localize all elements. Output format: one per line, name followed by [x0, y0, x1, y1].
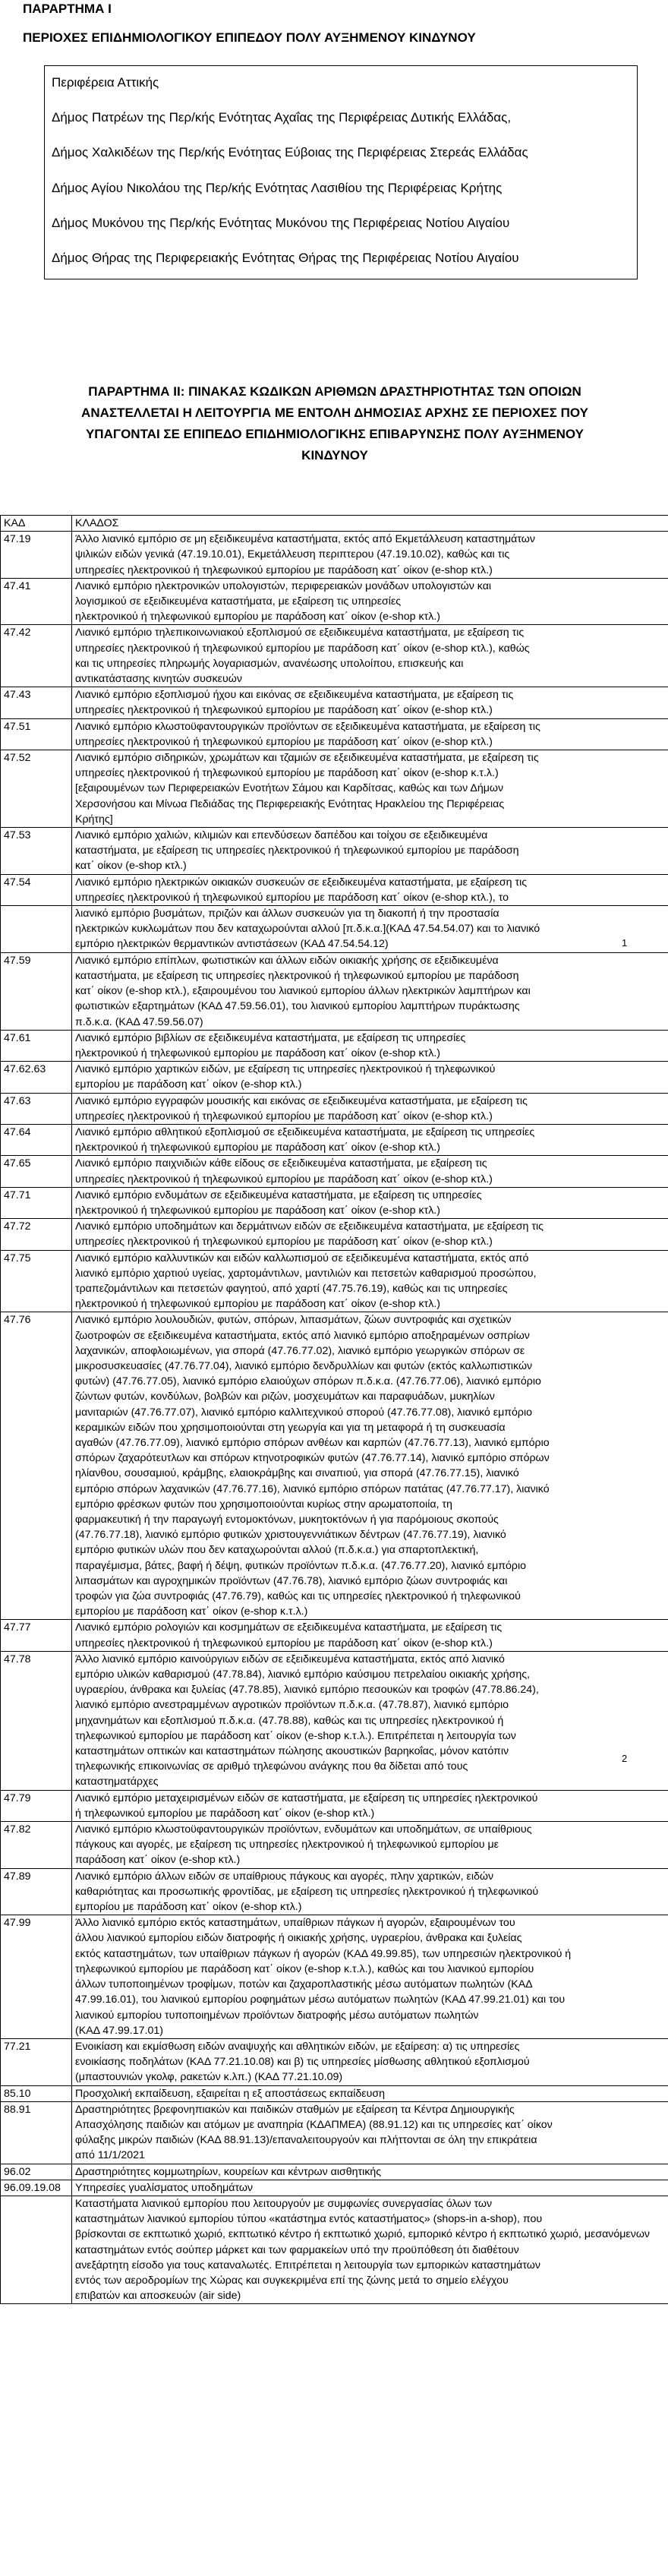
description-line: εμπόριο φρέσκων φυτών που χρησιμοποιούνται κυρίως στην αρωματοποιία, τη	[75, 1498, 452, 1511]
description-line: λαχανικών, αποφλοιωμένων, για σπορά (47.76.77.02), λιανικό εμπόριο γεωργικών σπόρων σε	[75, 1344, 525, 1357]
region-item: Δήμος Πατρέων της Περ/κής Ενότητας Αχαΐας της Περιφέρειας Δυτικής Ελλάδας,	[52, 110, 512, 125]
table-row	[1, 2038, 668, 2085]
description-line: καταστήματα, με εξαίρεση τις υπηρεσίες ηλεκτρονικού ή τηλεφωνικού εμπορίου με παράδοση	[75, 969, 519, 982]
description-line: ανεξάρτητη είσοδο για τους καταναλωτές. Επιτρέπεται η λειτουργία των εμπορικών καταστημάτων	[75, 2259, 540, 2271]
description-line: Απασχόλησης παιδιών και ατόμων με αναπηρία (ΚΔΑΠΜΕΑ) (88.91.12) και τις υπηρεσίες κατ΄ οίκον	[75, 2118, 553, 2131]
table-row	[1, 750, 668, 828]
sector-description-cell	[72, 1219, 668, 1250]
description-line: Λιανικό εμπόριο εξοπλισμού ήχου και εικόνας σε εξειδικευμένα καταστήματα, με εξαίρεση τις	[75, 689, 514, 702]
description-line: αγαθών (47.76.77.09), λιανικό εμπόριο σπόρων ανθέων και καρπών (47.76.77.13), λιανικό εμπόριο	[75, 1436, 550, 1449]
sector-description-cell	[72, 1651, 668, 1790]
description-line: Κρήτης]	[75, 813, 113, 826]
description-line: Ενοικίαση και εκμίσθωση ειδών αναψυχής και αθλητικών ειδών, με εξαίρεση: α) τις υπηρεσίες	[75, 2040, 520, 2053]
kad-code-cell: 47.52	[1, 750, 72, 828]
table-header-row	[1, 516, 668, 532]
description-line: ή τηλεφωνικού εμπορίου με παράδοση κατ΄ οίκον (e-shop κτλ.)	[75, 1807, 375, 1820]
description-line: λογισμικού σε εξειδικευμένα καταστήματα, με εξαίρεση τις υπηρεσίες	[75, 595, 402, 608]
table-row	[1, 828, 668, 875]
annex-2-title-line: ΥΠΑΓΟΝΤΑΙ ΣΕ ΕΠΙΠΕΔΟ ΕΠΙΔΗΜΙΟΛΟΓΙΚΗΣ ΕΠΙΒΑΡΥΝΣΗΣ ΠΟΛΥ ΑΥΞΗΜΕΝΟΥ	[85, 427, 584, 441]
annex-1-subtitle: ΠΕΡΙΟΧΕΣ ΕΠΙΔΗΜΙΟΛΟΓΙΚΟΥ ΕΠΙΠΕΔΟΥ ΠΟΛΥ ΑΥΞΗΜΕΝΟΥ ΚΙΝΔΥΝΟΥ	[23, 30, 476, 45]
description-line: Λιανικό εμπόριο κλωστοϋφαντουργικών προϊόντων, ενδυμάτων και υποδημάτων, σε υπαίθριους	[75, 1823, 532, 1836]
kad-table	[0, 515, 668, 2304]
kad-code-cell: 47.53	[1, 828, 72, 875]
kad-code-cell: 47.19	[1, 532, 72, 579]
description-line: τηλεφωνικής επικοινωνίας σε αριθμό τηλεφώνου ανάγκης που θα δίδεται από τους	[75, 1760, 468, 1773]
kad-code-cell: 47.65	[1, 1156, 72, 1187]
description-line: τροφών για ζώα συντροφιάς (47.76.79), καθώς και τις υπηρεσίες ηλεκτρονικού ή τηλεφωνικού	[75, 1590, 521, 1603]
description-line: Άλλο λιανικό εμπόριο σε μη εξειδικευμένα καταστήματα, εκτός από Εκμετάλλευση καταστημάτων	[75, 533, 535, 546]
kad-code-cell: 47.76	[1, 1312, 72, 1620]
description-line: Λιανικό εμπόριο ενδυμάτων σε εξειδικευμένα καταστήματα, με εξαίρεση τις υπηρεσίες	[75, 1189, 482, 1201]
description-line: Λιανικό εμπόριο βιβλίων σε εξειδικευμένα καταστήματα, με εξαίρεση τις υπηρεσίες	[75, 1031, 466, 1044]
description-line: υπηρεσίες ηλεκτρονικού ή τηλεφωνικού εμπορίου με παράδοση κατ΄ οίκον (e-shop κτλ.)	[75, 564, 493, 576]
description-line: Λιανικό εμπόριο ηλεκτρονικών υπολογιστών, περιφερειακών μονάδων υπολογιστών και	[75, 579, 492, 592]
table-row	[1, 1062, 668, 1093]
description-line: εμπόριο φυτικών υλών που δεν καταχωρούνται αλλού (π.δ.κ.α.) για σπαρτοπλεκτική,	[75, 1544, 479, 1557]
description-line: καθαριότητας και προσωπικής φροντίδας, με εξαίρεση τις υπηρεσίες ηλεκτρονικού ή τηλεφωνικού	[75, 1885, 539, 1898]
region-item: Δήμος Αγίου Νικολάου της Περ/κής Ενότητας Λασιθίου της Περιφέρειας Κρήτης	[52, 181, 503, 195]
sector-description-cell	[72, 1156, 668, 1187]
kad-code-cell	[1, 906, 72, 953]
sector-description-cell	[72, 952, 668, 1030]
description-line: λιανικό εμπόριο ανεστραμμένων αγροτικών προϊόντων π.δ.κ.α. (47.78.87), λιανικό εμπόριο	[75, 1699, 509, 1712]
description-line: άλλων τυποποιημένων τροφίμων, ποτών και ζαχαροπλαστικής μέσω αυτόματων πωλητών (ΚΑΔ	[75, 1978, 533, 1991]
annex-2-title-line: ΠΑΡΑΡΤΗΜΑ ΙΙ: ΠΙΝΑΚΑΣ ΚΩΔΙΚΩΝ ΑΡΙΘΜΩΝ ΔΡΑΣΤΗΡΙΟΤΗΤΑΣ ΤΩΝ ΟΠΟΙΩΝ	[88, 384, 581, 399]
description-line: υπηρεσίες ηλεκτρονικού ή τηλεφωνικού εμπορίου με παράδοση κατ΄ οίκον (e-shop κτλ.)	[75, 735, 493, 748]
description-line: Χερσονήσου και Μίνωα Πεδιάδας της Περιφερειακής Ενότητας Ηρακλείου της Περιφέρειας	[75, 797, 505, 810]
description-line: υπηρεσίες ηλεκτρονικού ή τηλεφωνικού εμπορίου με παράδοση κατ΄ οίκον (e-shop κτλ.), καθώς	[75, 642, 530, 655]
kad-code-cell: 47.61	[1, 1030, 72, 1061]
table-row	[1, 1915, 668, 2039]
description-line: εμπορίου με παράδοση κατ΄ οίκον (e-shop κ.τ.λ.)	[75, 1605, 308, 1618]
kad-code-cell: 88.91	[1, 2101, 72, 2164]
description-line: αντικατάστασης κινητών συσκευών	[75, 673, 242, 686]
description-line: λιπασμάτων και αγροχημικών προϊόντων (47.76.78), λιανικό εμπόριο ζώων συντροφιάς και	[75, 1574, 508, 1587]
description-line: εμπορίου με παράδοση κατ΄ οίκον (e-shop κτλ.)	[75, 1078, 302, 1091]
table-row	[1, 2085, 668, 2101]
description-line: υπηρεσίες ηλεκτρονικού ή τηλεφωνικού εμπορίου με παράδοση κατ΄ οίκον (e-shop κτλ.)	[75, 1110, 493, 1122]
description-line: κατ΄ οίκον (e-shop κτλ.), εξαιρουμένου του λιανικού εμπορίου άλλων ηλεκτρικών λαμπτήρων και	[75, 985, 531, 998]
kad-code-cell: 47.77	[1, 1620, 72, 1651]
description-line: Λιανικό εμπόριο καλλυντικών και ειδών καλλωπισμού σε εξειδικευμένα καταστήματα, εκτός από	[75, 1252, 529, 1264]
table-row	[1, 1620, 668, 1651]
kad-code-cell: 47.89	[1, 1868, 72, 1915]
description-line: εμπόριο σπόρων λαχανικών (47.76.77.16), λιανικό εμπόριο σπόρων πατάτας (47.76.77.17), λιανικό	[75, 1482, 550, 1495]
description-line: (47.76.77.18), λιανικό εμπόριο φυτικών χριστουγεννιάτικων δέντρων (47.76.77.19), λιανικό	[75, 1529, 506, 1542]
description-line: εμπορίου με παράδοση κατ΄ οίκον (e-shop κτλ.)	[75, 1901, 302, 1914]
description-line: καταστηματάρχες	[75, 1776, 159, 1788]
table-row	[1, 578, 668, 625]
sector-description-cell	[72, 1187, 668, 1218]
sector-description-cell	[72, 2196, 668, 2303]
kad-code-cell: 96.09.19.08	[1, 2180, 72, 2196]
sector-description-cell	[72, 750, 668, 828]
description-line: Δραστηριότητες βρεφονηπιακών και παιδικών σταθμών με εξαίρεση τα Κέντρα Δημιουργικής	[75, 2103, 515, 2116]
kad-code-cell: 47.79	[1, 1790, 72, 1821]
kad-code-cell: 47.99	[1, 1915, 72, 2039]
sector-description-cell	[72, 1250, 668, 1312]
description-line: υπηρεσίες ηλεκτρονικού ή τηλεφωνικού εμπορίου με παράδοση κατ΄ οίκον (e-shop κ.τ.λ.)	[75, 767, 499, 780]
description-line: (μπαστουνιών γκολφ, ρακετών κ.λπ.) (ΚΑΔ 77.21.10.09)	[75, 2071, 343, 2084]
sector-description-cell	[72, 532, 668, 579]
description-line: παραγέμισμα, βάτες, βαφή ή δέψη, φυτικών προϊόντων π.δ.κ.α. (47.76.77.20), λιανικό εμπόριο	[75, 1559, 527, 1572]
description-line: Άλλο λιανικό εμπόριο εκτός καταστημάτων, υπαίθριων πάγκων ή αγορών, εξαιρουμένων του	[75, 1917, 515, 1930]
description-line: Λιανικό εμπόριο αθλητικού εξοπλισμού σε εξειδικευμένα καταστήματα, με εξαίρεση τις υπηρεσίες	[75, 1125, 535, 1138]
table-row	[1, 874, 668, 905]
description-line: επιβατών και αποσκευών (air side)	[75, 2290, 241, 2303]
sector-column-header: ΚΛΑΔΟΣ	[72, 516, 668, 532]
description-line: άλλου λιανικού εμπορίου ειδών διατροφής ή οικιακής χρήσης, υγραερίου, άνθρακα και ξυλείας	[75, 1932, 522, 1945]
table-row	[1, 2196, 668, 2303]
kad-column-header: ΚΑΔ	[1, 516, 72, 532]
sector-description-cell	[72, 2101, 668, 2164]
sector-description-cell	[72, 2164, 668, 2180]
sector-description-cell	[72, 687, 668, 718]
description-line: Λιανικό εμπόριο υποδημάτων και δερμάτινων ειδών σε εξειδικευμένα καταστήματα, με εξαίρεση τις	[75, 1220, 544, 1233]
sector-description-cell	[72, 1868, 668, 1915]
description-line: Λιανικό εμπόριο χαλιών, κιλιμιών και επενδύσεων δαπέδου και τοίχου σε εξειδικευμένα	[75, 829, 488, 842]
table-row	[1, 2164, 668, 2180]
table-row	[1, 718, 668, 750]
table-row	[1, 1790, 668, 1821]
kad-code-cell: 77.21	[1, 2038, 72, 2085]
description-line: ηλεκτρονικού ή τηλεφωνικού εμπορίου με παράδοση κατ΄ οίκον (e-shop κτλ.)	[75, 611, 440, 623]
sector-description-cell	[72, 1915, 668, 2039]
kad-code-cell: 47.42	[1, 625, 72, 687]
kad-code-cell: 47.64	[1, 1124, 72, 1155]
kad-code-cell: 96.02	[1, 2164, 72, 2180]
table-row	[1, 1219, 668, 1250]
description-line: ηλεκτρικών κυκλωμάτων που δεν καταχωρούνται αλλού [π.δ.κ.α.](ΚΑΔ 47.54.54.07) και το λιανικό	[75, 923, 540, 936]
description-line: π.δ.κ.α. (ΚΑΔ 47.59.56.07)	[75, 1015, 203, 1028]
description-line: υπηρεσίες ηλεκτρονικού ή τηλεφωνικού εμπορίου με παράδοση κατ΄ οίκον (e-shop κτλ.)	[75, 1236, 493, 1249]
annex-1-title: ΠΑΡΑΡΤΗΜΑ Ι	[23, 2, 112, 16]
description-line: πάγκους και αγορές, με εξαίρεση τις υπηρεσίες ηλεκτρονικού ή τηλεφωνικού εμπορίου με	[75, 1839, 499, 1852]
description-line: Άλλο λιανικό εμπόριο καινούργιων ειδών σε εξειδικευμένα καταστήματα, εκτός από λιανικό	[75, 1653, 505, 1665]
description-line: Υπηρεσίες γυαλίσματος υποδημάτων	[75, 2181, 254, 2194]
description-line: παράδοση κατ΄ οίκον (e-shop κτλ.)	[75, 1854, 241, 1867]
page-number: 2	[622, 1753, 628, 1764]
table-row	[1, 1651, 668, 1790]
page-number: 1	[622, 937, 628, 949]
sector-description-cell	[72, 1312, 668, 1620]
kad-code-cell: 47.62.63	[1, 1062, 72, 1093]
description-line: ηλεκτρονικού ή τηλεφωνικού εμπορίου με παράδοση κατ΄ οίκον (e-shop κτλ.)	[75, 1141, 440, 1154]
kad-code-cell: 47.59	[1, 952, 72, 1030]
kad-code-cell: 47.75	[1, 1250, 72, 1312]
sector-description-cell	[72, 1124, 668, 1155]
table-row	[1, 1030, 668, 1061]
description-line: σπόρων ζαχαρότευτλων και σπόρων κτηνοτροφικών φυτών (47.76.77.14), λιανικό εμπόριο σπόρων	[75, 1452, 550, 1465]
description-line: Λιανικό εμπόριο παιχνιδιών κάθε είδους σε εξειδικευμένα καταστήματα, με εξαίρεση τις	[75, 1157, 487, 1170]
description-line: ηλεκτρονικού ή τηλεφωνικού εμπορίου με παράδοση κατ΄ οίκον (e-shop κτλ.)	[75, 1298, 440, 1311]
description-line: λιανικό εμπόριο βυσμάτων, πριζών και άλλων συσκευών για τη διακοπή ή την προστασία	[75, 908, 499, 920]
kad-code-cell: 47.41	[1, 578, 72, 625]
description-line: υπηρεσίες ηλεκτρονικού ή τηλεφωνικού εμπορίου με παράδοση κατ΄ οίκον (e-shop κτλ.), το	[75, 891, 509, 904]
description-line: ηλεκτρονικού ή τηλεφωνικού εμπορίου με παράδοση κατ΄ οίκον (e-shop κτλ.)	[75, 1046, 440, 1059]
description-line: καταστημάτων λιανικού εμπορίου τύπου «κατάστημα εντός καταστήματος» (shops-in a-shop), που	[75, 2213, 543, 2226]
description-line: υπηρεσίες ηλεκτρονικού ή τηλεφωνικού εμπορίου με παράδοση κατ΄ οίκον (e-shop κτλ.)	[75, 704, 493, 717]
description-line: κεραμικών ειδών που χρησιμοποιούνται στη γεωργία και για τη μεταφορά ή τη συσκευασία	[75, 1421, 506, 1434]
kad-code-cell: 47.72	[1, 1219, 72, 1250]
description-line: εκτός καταστημάτων, των υπαίθριων πάγκων ή αγορών (ΚΑΔ 49.99.85), των υπηρεσιών ηλεκτρονικού ή	[75, 1947, 572, 1960]
description-line: Λιανικό εμπόριο εγγραφών μουσικής και εικόνας σε εξειδικευμένα καταστήματα, με εξαίρεση τις	[75, 1094, 528, 1107]
description-line: Λιανικό εμπόριο τηλεπικοινωνιακού εξοπλισμού σε εξειδικευμένα καταστήματα, με εξαίρεση τις	[75, 627, 525, 639]
description-line: Καταστήματα λιανικού εμπορίου που λειτουργούν με συμφωνίες συνεργασίας όλων των	[75, 2197, 493, 2210]
region-item: Δήμος Θήρας της Περιφερειακής Ενότητας Θήρας της Περιφέρειας Νοτίου Αιγαίου	[52, 251, 519, 265]
description-line: καταστημάτων εντός σούπερ μάρκετ και των φαρμακείων υπό την προϋπόθεση ότι διαθέτουν	[75, 2243, 519, 2256]
table-row	[1, 906, 668, 953]
table-row	[1, 532, 668, 579]
table-row	[1, 952, 668, 1030]
table-row	[1, 1250, 668, 1312]
sector-description-cell	[72, 1030, 668, 1061]
description-line: υπηρεσίες ηλεκτρονικού ή τηλεφωνικού εμπορίου με παράδοση κατ΄ οίκον (e-shop κτλ.)	[75, 1173, 493, 1185]
sector-description-cell	[72, 2085, 668, 2101]
description-line: βρίσκονται σε εκπτωτικό χωριό, εκπτωτικό κέντρο ή εκπτωτικό χωριό, εμπορικό κέντρο ή εκπτωτικό χωριό, μεσανόμενων	[75, 2228, 651, 2241]
description-line: από 11/1/2021	[75, 2149, 145, 2162]
description-line: καταστημάτων οπτικών και καταστημάτων πώλησης ακουστικών βαρηκοΐας, μόνον κατόπιν	[75, 1745, 509, 1758]
table-row	[1, 687, 668, 718]
description-line: εμπόριο ηλεκτρικών θερμαντικών αντιστάσεων (ΚΑΔ 47.54.54.12)	[75, 938, 389, 951]
description-line: εντός των αεροδρομίων της Χώρας και συγκεκριμένα επί της ζώνης μετά το σημείο ελέγχου	[75, 2274, 509, 2287]
sector-description-cell	[72, 2180, 668, 2196]
description-line: Λιανικό εμπόριο άλλων ειδών σε υπαίθριους πάγκους και αγορές, πλην χαρτικών, ειδών	[75, 1870, 494, 1883]
description-line: Λιανικό εμπόριο ηλεκτρικών οικιακών συσκευών σε εξειδικευμένα καταστήματα, με εξαίρεση τις	[75, 876, 528, 889]
annex-2-title-line: ΚΙΝΔΥΝΟΥ	[301, 448, 368, 462]
description-line: Λιανικό εμπόριο σιδηρικών, χρωμάτων και τζαμιών σε εξειδικευμένα καταστήματα, με εξαίρεση τις	[75, 752, 539, 765]
description-line: φύλαξης μικρών παιδιών (ΚΑΔ 88.91.13)/επαναλειτουργούν και πλήττονται σε όλη την επικράτεια	[75, 2134, 537, 2147]
description-line: Λιανικό εμπόριο κλωστοϋφαντουργικών προϊόντων σε εξειδικευμένα καταστήματα, με εξαίρεση τις	[75, 720, 540, 733]
kad-code-cell: 47.51	[1, 718, 72, 750]
table-row	[1, 1187, 668, 1218]
table-row	[1, 2101, 668, 2164]
description-line: ηλεκτρονικού ή τηλεφωνικού εμπορίου με παράδοση κατ΄ οίκον (e-shop κτλ.)	[75, 1204, 440, 1217]
sector-description-cell	[72, 1062, 668, 1093]
kad-code-cell: 47.78	[1, 1651, 72, 1790]
description-line: φαρμακευτική ή την παραγωγή εντομοκτόνων, μυκητοκτόνων ή για παρόμοιους σκοπούς	[75, 1514, 499, 1526]
region-item: Δήμος Χαλκιδέων της Περ/κής Ενότητας Εύβοιας της Περιφέρειας Στερεάς Ελλάδας	[52, 145, 528, 159]
description-line: τηλεφωνικού εμπορίου με παράδοση κατ΄ οίκον (e-shop κ.τ.λ.). Επιτρέπεται η λειτουργία των	[75, 1729, 516, 1742]
description-line: υπηρεσίες ηλεκτρονικού ή τηλεφωνικού εμπορίου με παράδοση κατ΄ οίκον (e-shop κτλ.)	[75, 1637, 493, 1649]
table-row	[1, 1156, 668, 1187]
description-line: Δραστηριότητες κομμωτηρίων, κουρείων και κέντρων αισθητικής	[75, 2165, 382, 2178]
description-line: καταστήματα, με εξαίρεση τις υπηρεσίες ηλεκτρονικού ή τηλεφωνικού εμπορίου με παράδοση	[75, 844, 519, 857]
sector-description-cell	[72, 906, 668, 953]
sector-description-cell	[72, 874, 668, 905]
description-line: λιανικού εμπορίου τυποποιημένων προϊόντων διατροφής μέσω αυτόματων πωλητών	[75, 2009, 479, 2022]
description-line: φωτιστικών εξαρτημάτων (ΚΑΔ 47.59.56.01), του λιανικού εμπορίου λαμπτήρων πυράκτωσης	[75, 1000, 520, 1013]
description-line: λιανικό εμπόριο χαρτιού υγείας, χαρτομάντιλων, μαντιλιών και πετσετών καθαρισμού προσώπου,	[75, 1267, 537, 1280]
table-row	[1, 1868, 668, 1915]
description-line: ενοικίασης ποδηλάτων (ΚΑΔ 77.21.10.08) και β) τις υπηρεσίες μίσθωσης αθλητικού εξοπλισμού	[75, 2056, 530, 2069]
sector-description-cell	[72, 1620, 668, 1651]
kad-code-cell: 47.43	[1, 687, 72, 718]
description-line: εμπόριο υλικών καθαρισμού (47.78.84), λιανικό εμπόριο καύσιμου πετρελαίου οικιακής χρήσης,	[75, 1668, 531, 1681]
description-line: ζώντων φυτών, κονδύλων, βολβών και ριζών, μοσχευμάτων και παραφυάδων, μυκηλίων	[75, 1391, 495, 1403]
annex-2-title	[46, 381, 624, 466]
description-line: φυτών) (47.76.77.05), λιανικό εμπόριο ελαιούχων σπόρων π.δ.κ.α. (47.76.77.06), λιανικό εμπόριο	[75, 1375, 541, 1388]
description-line: (ΚΑΔ 47.99.17.01)	[75, 2024, 163, 2037]
description-line: Προσχολική εκπαίδευση, εξαιρείται η εξ αποστάσεως εκπαίδευση	[75, 2087, 386, 2100]
sector-description-cell	[72, 578, 668, 625]
sector-description-cell	[72, 2038, 668, 2085]
kad-code-cell: 85.10	[1, 2085, 72, 2101]
description-line: τηλεφωνικού εμπορίου με παράδοση κατ΄ οίκον (e-shop κ.τ.λ.), καθώς και του λιανικού εμπορίου	[75, 1962, 534, 1975]
description-line: τραπεζομάντιλων και πετσετών φαγητού, από χαρτί (47.75.76.19), καθώς και τις υπηρεσίες	[75, 1282, 508, 1295]
description-line: ηλίανθου, σουσαμιού, κράμβης, ελαιοκράμβης και σιναπιού, για σπορά (47.76.77.15), λιανικό	[75, 1467, 519, 1480]
sector-description-cell	[72, 1093, 668, 1124]
kad-code-cell: 47.71	[1, 1187, 72, 1218]
description-line: Λιανικό εμπόριο ρολογιών και κοσμημάτων σε εξειδικευμένα καταστήματα, με εξαίρεση τις	[75, 1621, 503, 1634]
kad-code-cell: 47.82	[1, 1822, 72, 1869]
sector-description-cell	[72, 718, 668, 750]
table-row	[1, 625, 668, 687]
description-line: υγραερίου, άνθρακα και ξυλείας (47.78.85), λιανικό εμπόριο πεσουκών και τροφών (47.78.86.24),	[75, 1684, 539, 1697]
sector-description-cell	[72, 1822, 668, 1869]
description-line: ψιλικών ειδών γενικά (47.19.10.01), Εκμετάλλευση περιπτερου (47.19.10.02), καθώς και τις	[75, 548, 510, 561]
description-line: ζωοτροφών σε εξειδικευμένα καταστήματα, εκτός από λιανικό εμπόριο αποξηραμένων οσπρίων	[75, 1329, 530, 1342]
region-item: Δήμος Μυκόνου της Περ/κής Ενότητας Μυκόνου της Περιφέρειας Νοτίου Αιγαίου	[52, 216, 510, 230]
sector-description-cell	[72, 1790, 668, 1821]
kad-code-cell	[1, 2196, 72, 2303]
table-row	[1, 1124, 668, 1155]
description-line: μηχανημάτων και εξοπλισμού π.δ.κ.α. (47.78.88), καθώς και τις υπηρεσίες ηλεκτρονικού ή	[75, 1714, 504, 1727]
table-row	[1, 1093, 668, 1124]
description-line: μικροσυσκευασίες (47.76.77.04), λιανικό εμπόριο δενδρυλλίων και φυτών (εκτός καλλωπιστικών	[75, 1359, 533, 1372]
description-line: 47.99.16.01), του λιανικού εμπορίου ροφημάτων μέσω αυτόματων πωλητών (ΚΑΔ 47.99.21.01) και του	[75, 1994, 566, 2006]
description-line: και τις υπηρεσίες πληρωμής λογαριασμών, ανανέωσης υπολοίπου, επισκευής και	[75, 657, 464, 670]
annex-2-title-line: ΑΝΑΣΤΕΛΛΕΤΑΙ Η ΛΕΙΤΟΥΡΓΙΑ ΜΕ ΕΝΤΟΛΗ ΔΗΜΟΣΙΑΣ ΑΡΧΗΣ ΣΕ ΠΕΡΙΟΧΕΣ ΠΟΥ	[81, 406, 588, 420]
region-item: Περιφέρεια Αττικής	[52, 75, 159, 90]
description-line: Λιανικό εμπόριο επίπλων, φωτιστικών και άλλων ειδών οικιακής χρήσης σε εξειδικευμένα	[75, 954, 499, 967]
kad-code-cell: 47.63	[1, 1093, 72, 1124]
description-line: [εξαιρουμένων των Περιφερειακών Ενοτήτων Σάμου και Καρδίτσας, καθώς και των Δήμων	[75, 782, 504, 795]
description-line: Λιανικό εμπόριο μεταχειρισμένων ειδών σε καταστήματα, με εξαίρεση τις υπηρεσίες ηλεκτρονικού	[75, 1792, 538, 1804]
regions-box	[44, 65, 638, 279]
table-row	[1, 2180, 668, 2196]
sector-description-cell	[72, 828, 668, 875]
description-line: Λιανικό εμπόριο λουλουδιών, φυτών, σπόρων, λιπασμάτων, ζώων συντροφιάς και σχετικών	[75, 1314, 512, 1327]
description-line: Λιανικό εμπόριο χαρτικών ειδών, με εξαίρεση τις υπηρεσίες ηλεκτρονικού ή τηλεφωνικού	[75, 1063, 496, 1076]
description-line: κατ΄ οίκον (e-shop κτλ.)	[75, 860, 187, 873]
kad-code-cell: 47.54	[1, 874, 72, 905]
description-line: μανιταριών (47.76.77.07), λιανικό εμπόριο καλλιτεχνικού σπορού (47.76.77.08), λιανικό εμπόριο	[75, 1406, 533, 1419]
table-row	[1, 1822, 668, 1869]
table-row	[1, 1312, 668, 1620]
sector-description-cell	[72, 625, 668, 687]
